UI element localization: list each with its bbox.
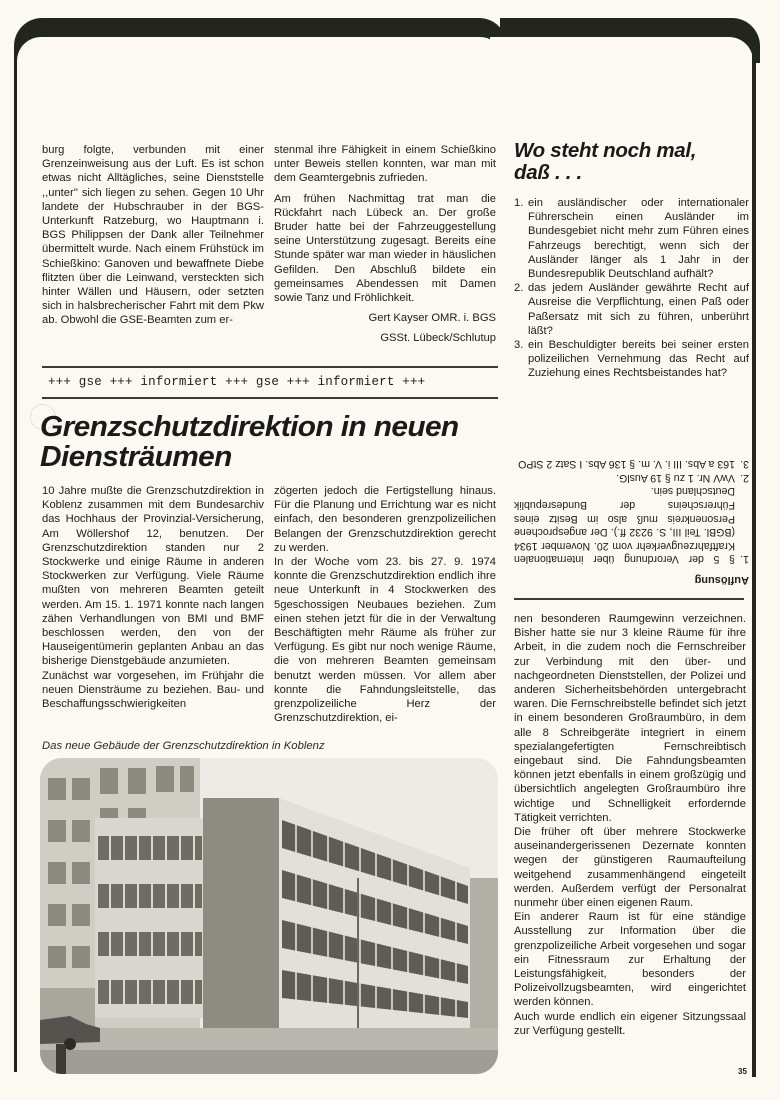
column-3-top-rule (514, 598, 744, 600)
quiz-title: Wo steht noch mal, daß . . . (514, 139, 697, 184)
quiz-answer: 3. 163 a Abs. III i. V. m. § 136 Abs. I Satz 2 StPO (518, 458, 749, 471)
photo-caption: Das neue Gebäude der Grenzschutzdirektion in Koblenz (42, 740, 325, 752)
quiz-question: 3. ein Beschuldigter bereits bei seiner ersten polizeilichen Vernehmung das Recht auf Zuziehung eines Rechtsbeistandes hat? (514, 339, 749, 380)
quiz-answer: 1. § 5 der Verordnung über internationalen Kraftfahrzeugverkehr vom 20. November 1934 (BGBl. Teil III, S. 9232 ff.). Der angesprochene Personenkreis muß also im Besitz eines Führerscheins der Bundesrepublik Deutschland sein. (514, 485, 749, 566)
quiz-question: 2. das jedem Ausländer gewährte Recht auf Ausreise die Verpflichtung, einen Paß oder Paßersatz mit sich zu führen, unberührt läßt? (514, 282, 749, 337)
quiz-questions (514, 196, 749, 381)
paragraph: Auch wurde endlich ein eigener Sitzungssaal zur Verfügung gestellt. (514, 1010, 746, 1037)
paragraph: nen besonderen Raumgewinn verzeichnen. Bisher hatte sie nur 3 kleine Räume für ihre Arbeit, in die zudem noch die Fernschreiber zur Verbindung mit den über- und nachgeordneten Dienststellen, der Polizei und anderen Sicherheitsbehörden untergebracht waren. Die Fernschreibstelle befindet sich jetzt in einem besonderen Großraumbüro, in dem alle 8 Schreibgeräte integriert in einem spezialangefertigten Fernschreibtisch eingebaut sind. Die Fahndungsbeamten können jetzt ebenfalls in einem großzügig und übersichtlich angelegten Großraumbüro ihre wichtige und Schnelligkeit erfordernde Tätigkeit verrichten. (514, 613, 746, 824)
building-photo (40, 758, 498, 1074)
top-article-column-2 (274, 143, 496, 352)
top-article-column-1 (42, 143, 264, 328)
page-frame-inner-right (490, 37, 753, 77)
quiz-answers-upside-down (514, 410, 749, 586)
main-article-column-1 (42, 484, 264, 711)
article-headline: Grenzschutzdirektion in neuen Diensträumen (40, 411, 459, 473)
main-article-column-2 (274, 484, 496, 725)
news-ticker: +++ gse +++ informiert +++ gse +++ informiert +++ (48, 375, 426, 389)
ticker-top-rule (42, 366, 498, 368)
paragraph: Am frühen Nachmittag trat man die Rückfahrt nach Lübeck an. Der große Bruder hatte bei der Fahrzeuggestellung seine Unterstützung zugesagt. Bereits eine Stunde später war man wieder in häuslichen Gefilden. Den Abschluß bildete ein gemeinsames Abendessen mit Damen sowie Tanz und Fröhlichkeit. (274, 192, 496, 305)
answers-heading: Auflösung (694, 574, 749, 586)
ticker-bottom-rule (42, 397, 498, 399)
page-number: 35 (738, 1067, 747, 1076)
quiz-answer: 2. VwV Nr. 1 zu § 19 AuslG. (616, 471, 749, 484)
office-building-illustration (40, 758, 498, 1074)
page-frame-inner (17, 37, 504, 77)
paragraph: zögerten jedoch die Fertigstellung hinaus. Für die Planung und Errichtung war es nicht einfach, den besonderen grenzpolizeilichen Belangen der Grenzschutzdirektion gerecht zu werden. (274, 485, 496, 554)
page-frame-right-rule (752, 50, 756, 1077)
paragraph: Ein anderer Raum ist für eine ständige Ausstellung zur Information über die grenzpolizeiliche Arbeit vorgesehen und sogar ein Fitnessraum zur Erhaltung der Leistungsfähigkeit, besonders der Polizeivollzugsbeamten, wird eingerichtet werden können. (514, 911, 746, 1009)
main-article-column-3 (514, 612, 746, 1038)
paragraph: In der Woche vom 23. bis 27. 9. 1974 konnte die Grenzschutzdirektion endlich ihre neue Unterkunft in 4 Stockwerken des 5geschossigen Neubaues beziehen. Zum einen stehen jetzt für die in der Verwaltung Beschäftigten mehr Räume als früher zur Verfügung. Es gibt nur noch wenige Räume, die von mehreren Beamten gemeinsam benutzt werden müssen. Vor allem aber konnte die Fahndungsleitstelle, das grenzpolizeiliche Herz der Grenzschutzdirektion, ei- (274, 556, 496, 725)
paragraph: Die früher oft über mehrere Stockwerke auseinandergerissenen Dezernate konnten wegen der günstigeren Raumaufteilung weitgehend zusammenhängend eingeteilt werden. Außerdem verfügt der Personalrat nunmehr über einen eigenen Raum. (514, 826, 746, 910)
paragraph: burg folgte, verbunden mit einer Grenzeinweisung aus der Luft. Es ist schon etwas nicht Alltägliches, seine Dienststelle ,,unter'' sich liegen zu sehen. Gegen 10 Uhr landete der Hubschrauber in der BGS-Unterkunft Ratzeburg, wo Hauptmann i. BGS Philippsen der Dank aller Teilnehmer übermittelt wurde. Nach einem Frühstück im Schießkino: Ganoven und bewaffnete Diebe flitzten über die Leinwand, versteckten sich hinter Wällen und Häusern, oder setzten sich in halsbrecherischer Fahrt mit dem Pkw ab. Obwohl die GSE-Beamten zum er- (42, 144, 264, 327)
paragraph: stenmal ihre Fähigkeit in einem Schießkino unter Beweis stellen konnten, war man mit dem Geamtergebnis zufrieden. (274, 144, 496, 185)
paragraph: 10 Jahre mußte die Grenzschutzdirektion in Koblenz zusammen mit dem Bundesarchiv das Hochhaus der Provinzial-Versicherung, Am Wöllershof 12, benutzen. Der Grenzschutzdirektion standen nur 2 Stockwerke und einige Räume in anderen Stockwerken zur Verfügung. Viele Räume mußten von mehreren Beamten geteilt werden. Am 15. 1. 1971 konnte nach langen zähen Verhandlungen von BMI und BMF beschlossen werden, den von der Hauseigentümerin geplanten Anbau an das bisherige Dienstgebäude anzumieten. (42, 485, 264, 668)
quiz-question: 1. ein ausländischer oder internationaler Führerschein einen Ausländer im Bundesgebiet nicht mehr zum Führen eines Fahrzeugs berechtigt, wenn sich der Ausländer länger als 1 Jahr in der Bundesrepublik Deutschland aufhält? (514, 197, 749, 281)
author-office: GSSt. Lübeck/Schlutup (380, 332, 496, 345)
author-name: Gert Kayser OMR. i. BGS (368, 312, 496, 325)
paragraph: Zunächst war vorgesehen, im Frühjahr die neuen Diensträume zu beziehen. Bau- und Beschaffungsschwierigkeiten (42, 669, 264, 711)
page-frame-left-rule (14, 50, 17, 1072)
